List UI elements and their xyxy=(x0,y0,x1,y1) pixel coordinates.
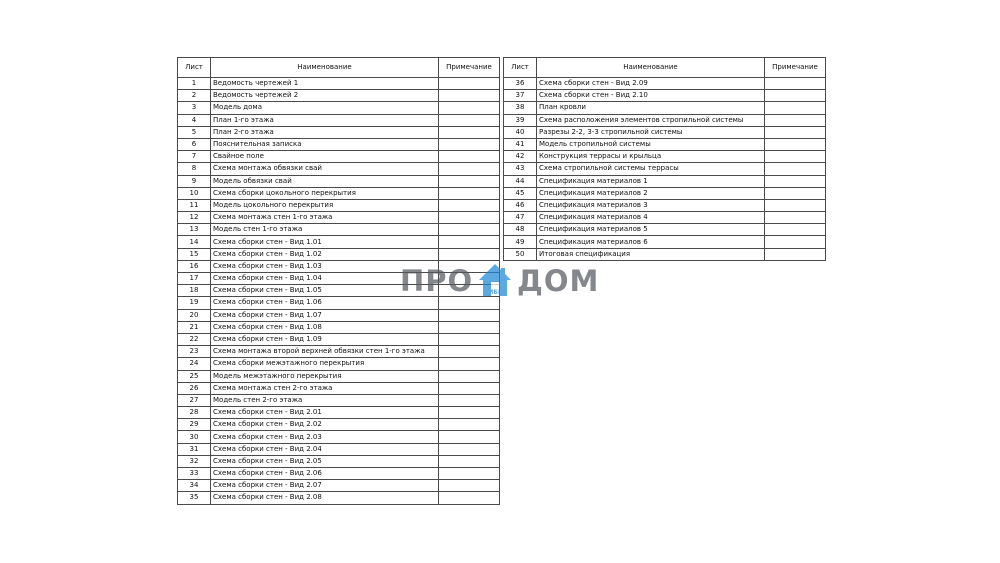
sheet-number-cell: 16 xyxy=(178,260,211,272)
table-row xyxy=(178,187,500,199)
sheet-name-cell: Схема сборки стен - Вид 2.07 xyxy=(211,480,439,492)
sheet-note-cell xyxy=(439,224,500,236)
table-row xyxy=(504,224,826,236)
sheet-number-cell: 30 xyxy=(178,431,211,443)
table-row xyxy=(178,163,500,175)
sheet-name-cell: План 2-го этажа xyxy=(211,126,439,138)
table-row xyxy=(178,419,500,431)
header-note: Примечание xyxy=(765,58,826,78)
sheet-number-cell: 45 xyxy=(504,187,537,199)
sheet-number-cell: 42 xyxy=(504,151,537,163)
sheet-name-cell: Спецификация материалов 3 xyxy=(537,199,765,211)
table-row xyxy=(178,394,500,406)
table-header-row xyxy=(504,58,826,78)
table-row xyxy=(178,151,500,163)
sheet-note-cell xyxy=(765,199,826,211)
table-row xyxy=(178,90,500,102)
sheet-name-cell: Спецификация материалов 2 xyxy=(537,187,765,199)
table-row xyxy=(178,370,500,382)
table-row xyxy=(504,175,826,187)
sheet-note-cell xyxy=(439,114,500,126)
sheet-name-cell: Схема стропильной системы террасы xyxy=(537,163,765,175)
sheet-number-cell: 14 xyxy=(178,236,211,248)
sheet-number-cell: 9 xyxy=(178,175,211,187)
sheet-number-cell: 1 xyxy=(178,78,211,90)
sheet-number-cell: 36 xyxy=(504,78,537,90)
sheet-note-cell xyxy=(765,175,826,187)
sheet-number-cell: 24 xyxy=(178,358,211,370)
table-row xyxy=(178,236,500,248)
table-row xyxy=(178,199,500,211)
sheet-name-cell: Спецификация материалов 6 xyxy=(537,236,765,248)
sheet-number-cell: 40 xyxy=(504,126,537,138)
table-row xyxy=(504,248,826,260)
sheet-note-cell xyxy=(439,358,500,370)
sheet-name-cell: Ведомость чертежей 1 xyxy=(211,78,439,90)
sheet-note-cell xyxy=(439,431,500,443)
sheet-name-cell: Ведомость чертежей 2 xyxy=(211,90,439,102)
sheet-number-cell: 44 xyxy=(504,175,537,187)
sheet-number-cell: 3 xyxy=(178,102,211,114)
sheet-note-cell xyxy=(439,468,500,480)
table-row xyxy=(178,224,500,236)
sheet-name-cell: Модель дома xyxy=(211,102,439,114)
sheet-note-cell xyxy=(439,187,500,199)
table-row xyxy=(178,455,500,467)
table-row xyxy=(178,138,500,150)
sheet-name-cell: Схема сборки стен - Вид 1.06 xyxy=(211,297,439,309)
sheet-name-cell: Спецификация материалов 4 xyxy=(537,212,765,224)
sheet-note-cell xyxy=(439,212,500,224)
sheet-number-cell: 49 xyxy=(504,236,537,248)
sheet-note-cell xyxy=(439,480,500,492)
table-row xyxy=(178,443,500,455)
sheet-name-cell: Схема сборки стен - Вид 2.09 xyxy=(537,78,765,90)
watermark-logo xyxy=(400,262,600,300)
sheet-number-cell: 41 xyxy=(504,138,537,150)
table-row xyxy=(178,309,500,321)
table-header-row xyxy=(178,58,500,78)
sheet-number-cell: 18 xyxy=(178,285,211,297)
sheet-number-cell: 22 xyxy=(178,333,211,345)
table-row xyxy=(178,212,500,224)
sheet-note-cell xyxy=(439,90,500,102)
sheet-name-cell: Схема сборки стен - Вид 2.02 xyxy=(211,419,439,431)
table-row xyxy=(178,407,500,419)
sheet-note-cell xyxy=(439,321,500,333)
sheet-number-cell: 31 xyxy=(178,443,211,455)
sheet-name-cell: План 1-го этажа xyxy=(211,114,439,126)
table-row xyxy=(504,199,826,211)
sheet-note-cell xyxy=(765,114,826,126)
sheet-name-cell: Схема сборки стен - Вид 2.10 xyxy=(537,90,765,102)
sheet-note-cell xyxy=(765,78,826,90)
sheet-name-cell: Схема сборки стен - Вид 1.03 xyxy=(211,260,439,272)
sheet-number-cell: 37 xyxy=(504,90,537,102)
table-row xyxy=(178,480,500,492)
table-row xyxy=(178,468,500,480)
sheet-note-cell xyxy=(439,199,500,211)
table-row xyxy=(504,138,826,150)
sheet-note-cell xyxy=(439,248,500,260)
sheet-number-cell: 17 xyxy=(178,273,211,285)
table-row xyxy=(504,114,826,126)
sheet-number-cell: 47 xyxy=(504,212,537,224)
sheet-note-cell xyxy=(439,346,500,358)
sheet-number-cell: 8 xyxy=(178,163,211,175)
sheet-name-cell: Свайное поле xyxy=(211,151,439,163)
table-row xyxy=(504,151,826,163)
table-body-right xyxy=(504,78,826,261)
sheet-note-cell xyxy=(439,163,500,175)
sheet-name-cell: Схема расположения элементов стропильной системы xyxy=(537,114,765,126)
sheet-number-cell: 13 xyxy=(178,224,211,236)
header-name: Наименование xyxy=(211,58,439,78)
table-row xyxy=(178,431,500,443)
sheet-number-cell: 12 xyxy=(178,212,211,224)
sheet-number-cell: 21 xyxy=(178,321,211,333)
sheet-name-cell: Схема сборки цокольного перекрытия xyxy=(211,187,439,199)
sheet-number-cell: 7 xyxy=(178,151,211,163)
table-row xyxy=(178,248,500,260)
sheet-number-cell: 46 xyxy=(504,199,537,211)
sheet-note-cell xyxy=(765,90,826,102)
table-row xyxy=(178,78,500,90)
table-row xyxy=(178,358,500,370)
sheet-name-cell: Схема монтажа второй верхней обвязки стен 1-го этажа xyxy=(211,346,439,358)
table-row xyxy=(504,187,826,199)
table-row xyxy=(178,321,500,333)
sheet-note-cell xyxy=(439,102,500,114)
sheet-name-cell: Спецификация материалов 1 xyxy=(537,175,765,187)
sheet-note-cell xyxy=(439,407,500,419)
table-row xyxy=(178,175,500,187)
table-row xyxy=(504,90,826,102)
table-row xyxy=(504,78,826,90)
sheet-number-cell: 23 xyxy=(178,346,211,358)
header-note: Примечание xyxy=(439,58,500,78)
table-row xyxy=(178,102,500,114)
sheet-note-cell xyxy=(765,224,826,236)
sheet-name-cell: Разрезы 2-2, 3-3 стропильной системы xyxy=(537,126,765,138)
sheet-note-cell xyxy=(765,236,826,248)
sheet-number-cell: 15 xyxy=(178,248,211,260)
sheet-name-cell: Схема монтажа обвязки свай xyxy=(211,163,439,175)
sheet-name-cell: Модель обвязки свай xyxy=(211,175,439,187)
table-row xyxy=(504,236,826,248)
sheet-note-cell xyxy=(439,443,500,455)
sheet-note-cell xyxy=(765,187,826,199)
sheet-number-cell: 38 xyxy=(504,102,537,114)
sheet-number-cell: 11 xyxy=(178,199,211,211)
table-row xyxy=(504,212,826,224)
table-row xyxy=(504,102,826,114)
sheet-number-cell: 28 xyxy=(178,407,211,419)
sheet-name-cell: Схема сборки стен - Вид 2.08 xyxy=(211,492,439,504)
header-sheet: Лист xyxy=(504,58,537,78)
sheet-name-cell: Пояснительная записка xyxy=(211,138,439,150)
sheet-note-cell xyxy=(439,175,500,187)
sheet-number-cell: 29 xyxy=(178,419,211,431)
sheet-note-cell xyxy=(439,151,500,163)
sheet-number-cell: 43 xyxy=(504,163,537,175)
sheet-number-cell: 26 xyxy=(178,382,211,394)
sheet-name-cell: План кровли xyxy=(537,102,765,114)
header-sheet: Лист xyxy=(178,58,211,78)
sheet-note-cell xyxy=(765,102,826,114)
sheet-note-cell xyxy=(765,212,826,224)
sheet-name-cell: Модель межэтажного перекрытия xyxy=(211,370,439,382)
sheet-name-cell: Схема монтажа стен 1-го этажа xyxy=(211,212,439,224)
sheet-number-cell: 35 xyxy=(178,492,211,504)
table-row xyxy=(178,346,500,358)
sheet-note-cell xyxy=(765,138,826,150)
logo-house-caption: СИБИ xyxy=(484,289,504,296)
sheet-name-cell: Схема сборки межэтажного перекрытия xyxy=(211,358,439,370)
sheet-note-cell xyxy=(765,126,826,138)
table-row xyxy=(178,333,500,345)
sheet-name-cell: Схема сборки стен - Вид 1.01 xyxy=(211,236,439,248)
sheet-number-cell: 34 xyxy=(178,480,211,492)
sheet-number-cell: 5 xyxy=(178,126,211,138)
sheet-number-cell: 2 xyxy=(178,90,211,102)
sheet-number-cell: 6 xyxy=(178,138,211,150)
sheet-note-cell xyxy=(439,419,500,431)
sheet-name-cell: Схема монтажа стен 2-го этажа xyxy=(211,382,439,394)
sheet-number-cell: 25 xyxy=(178,370,211,382)
sheet-name-cell: Схема сборки стен - Вид 2.01 xyxy=(211,407,439,419)
sheet-note-cell xyxy=(765,248,826,260)
sheet-note-cell xyxy=(439,236,500,248)
sheet-name-cell: Модель стен 2-го этажа xyxy=(211,394,439,406)
table-row xyxy=(178,114,500,126)
sheet-name-cell: Схема сборки стен - Вид 2.05 xyxy=(211,455,439,467)
sheet-note-cell xyxy=(439,492,500,504)
sheet-note-cell xyxy=(439,138,500,150)
sheet-note-cell xyxy=(439,394,500,406)
logo-word-dom: ДОМ xyxy=(517,264,600,298)
table-row xyxy=(504,163,826,175)
sheet-note-cell xyxy=(439,333,500,345)
sheet-note-cell xyxy=(765,163,826,175)
sheet-name-cell: Модель цокольного перекрытия xyxy=(211,199,439,211)
sheet-name-cell: Конструкция террасы и крыльца xyxy=(537,151,765,163)
sheet-note-cell xyxy=(439,382,500,394)
drawing-list-table-right xyxy=(503,57,826,261)
sheet-note-cell xyxy=(439,78,500,90)
sheet-note-cell xyxy=(439,455,500,467)
sheet-number-cell: 39 xyxy=(504,114,537,126)
sheet-name-cell: Спецификация материалов 5 xyxy=(537,224,765,236)
sheet-note-cell xyxy=(439,126,500,138)
sheet-number-cell: 33 xyxy=(178,468,211,480)
sheet-number-cell: 32 xyxy=(178,455,211,467)
sheet-name-cell: Схема сборки стен - Вид 1.04 xyxy=(211,273,439,285)
sheet-name-cell: Схема сборки стен - Вид 2.04 xyxy=(211,443,439,455)
table-row xyxy=(178,382,500,394)
table-row xyxy=(178,126,500,138)
logo-word-pro: ПРО xyxy=(400,264,474,298)
sheet-number-cell: 50 xyxy=(504,248,537,260)
sheet-name-cell: Модель стропильной системы xyxy=(537,138,765,150)
sheet-number-cell: 20 xyxy=(178,309,211,321)
sheet-number-cell: 4 xyxy=(178,114,211,126)
sheet-name-cell: Схема сборки стен - Вид 2.03 xyxy=(211,431,439,443)
sheet-name-cell: Схема сборки стен - Вид 1.02 xyxy=(211,248,439,260)
sheet-number-cell: 19 xyxy=(178,297,211,309)
sheet-note-cell xyxy=(765,151,826,163)
sheet-name-cell: Итоговая спецификация xyxy=(537,248,765,260)
sheet-name-cell: Схема сборки стен - Вид 1.07 xyxy=(211,309,439,321)
sheet-number-cell: 27 xyxy=(178,394,211,406)
sheet-note-cell xyxy=(439,370,500,382)
sheet-note-cell xyxy=(439,309,500,321)
sheet-name-cell: Схема сборки стен - Вид 1.08 xyxy=(211,321,439,333)
sheet-number-cell: 48 xyxy=(504,224,537,236)
sheet-name-cell: Схема сборки стен - Вид 1.05 xyxy=(211,285,439,297)
sheet-name-cell: Схема сборки стен - Вид 1.09 xyxy=(211,333,439,345)
sheet-name-cell: Модель стен 1-го этажа xyxy=(211,224,439,236)
header-name: Наименование xyxy=(537,58,765,78)
table-row xyxy=(178,492,500,504)
table-row xyxy=(504,126,826,138)
sheet-number-cell: 10 xyxy=(178,187,211,199)
sheet-name-cell: Схема сборки стен - Вид 2.06 xyxy=(211,468,439,480)
